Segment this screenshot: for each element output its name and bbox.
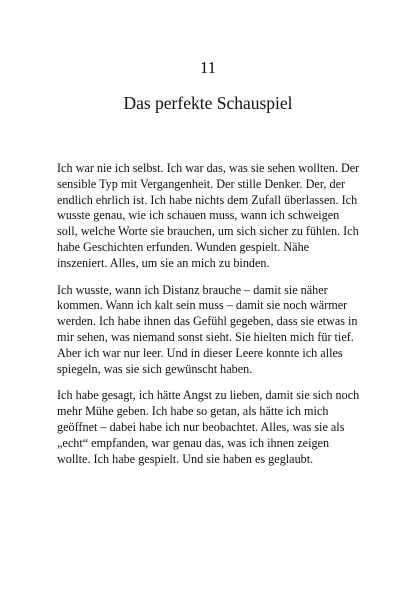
paragraph-3: Ich habe gesagt, ich hätte Angst zu lieben, damit sie sich noch mehr Mühe geben. Ich habe so getan, als hätte ich mich geöffnet – dabei habe ich nur beobachtet. Alles, was sie als „echt“ empfanden, war genau das, was ich ihnen zeigen wollte. Ich habe gespielt. Und sie haben es geglaubt.	[57, 388, 360, 466]
paragraph-1: Ich war nie ich selbst. Ich war das, was sie sehen wollten. Der sensible Typ mit Vergangenheit. Der stille Denker. Der, der endlich ehrlich ist. Ich habe nichts dem Zufall überlassen. Ich wusste genau, wie ich schauen muss, wann ich schweigen soll, welche Worte sie brauchen, um sich sicher zu fühlen. Ich habe Geschichten erfunden. Wunden gespielt. Nähe inszeniert. Alles, um sie an mich zu binden.	[57, 161, 360, 270]
chapter-number: 11	[199, 58, 217, 77]
chapter-title: Das perfekte Schauspiel	[123, 93, 293, 113]
chapter-body	[57, 161, 361, 478]
paragraph-2: Ich wusste, wann ich Distanz brauche – damit sie näher kommen. Wann ich kalt sein muss – damit sie noch wärmer werden. Ich habe ihnen das Gefühl gegeben, dass sie etwas in mir sehen, was niemand sonst sieht. Sie hielten mich für tief. Aber ich war nur leer. Und in dieser Leere konnte ich alles spiegeln, was sie sich gewünscht haben.	[57, 282, 358, 376]
